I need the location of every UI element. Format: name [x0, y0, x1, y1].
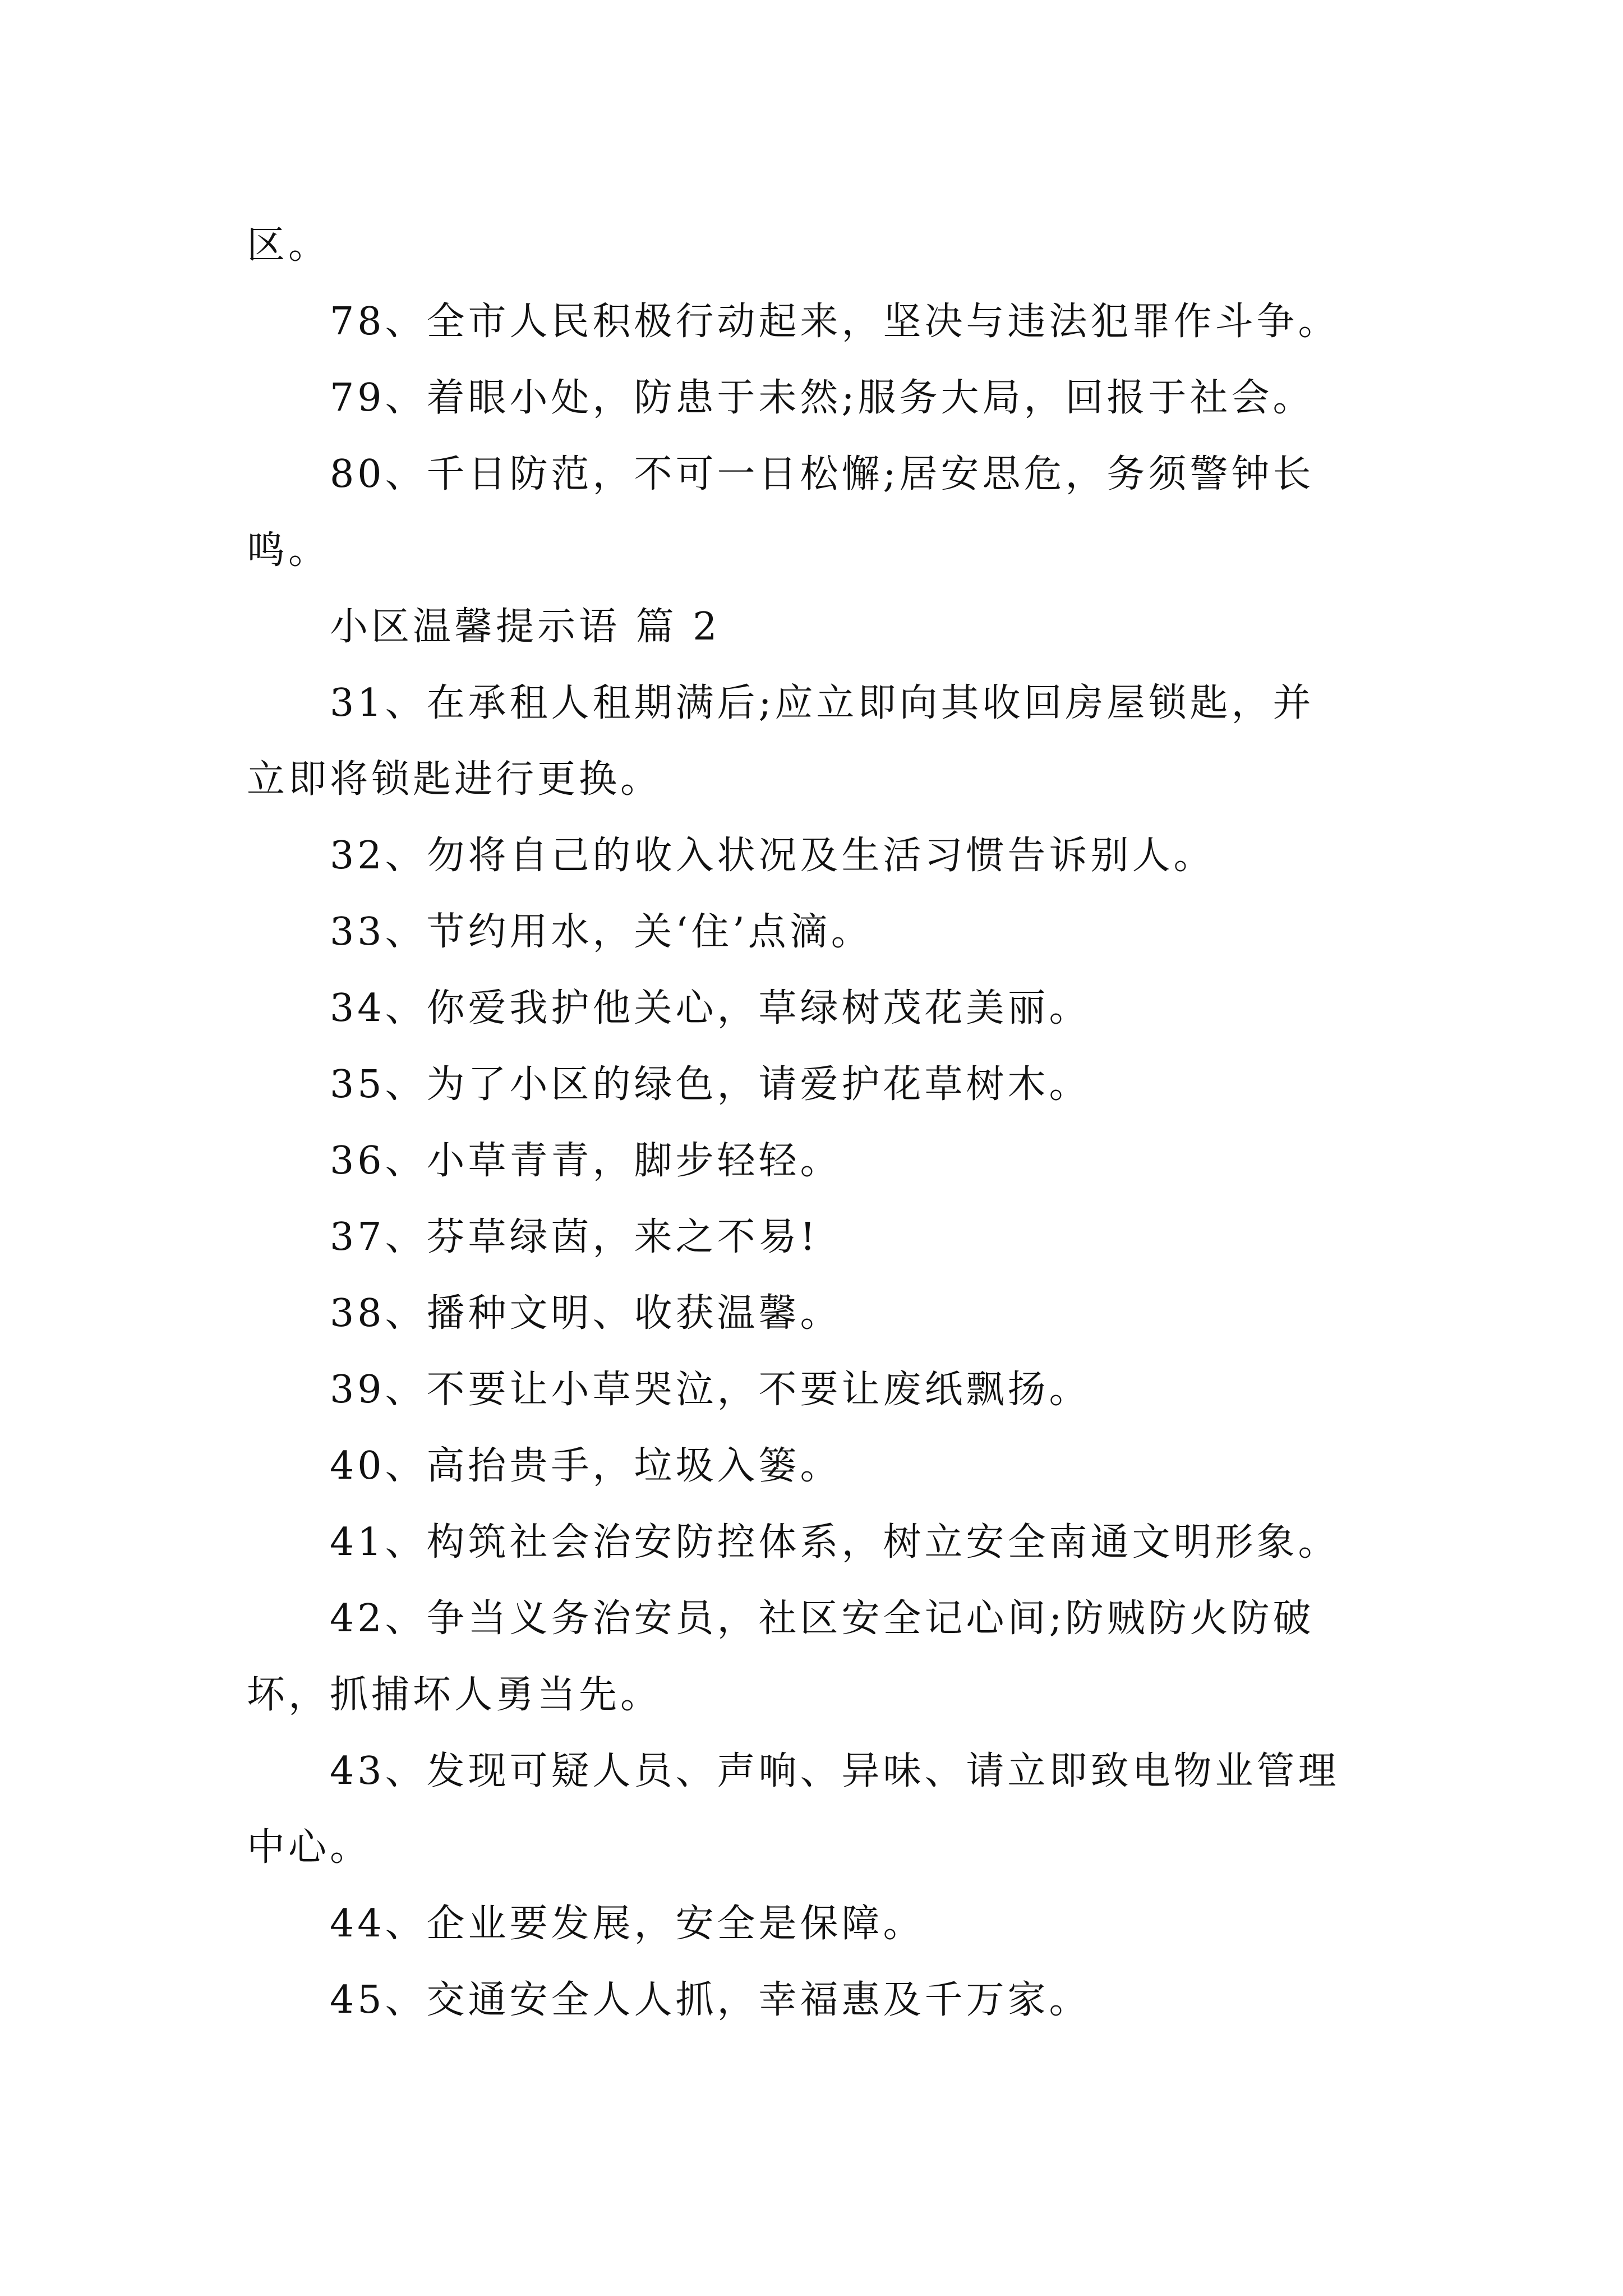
text-line: 41、构筑社会治安防控体系，树立安全南通文明形象。: [330, 1520, 1340, 1565]
text-line: 32、勿将自己的收入状况及生活习惯告诉别人。: [330, 834, 1215, 878]
text-line: 35、为了小区的绿色，请爱护花草树木。: [330, 1062, 1091, 1107]
text-line: 坏，抓捕坏人勇当先。: [247, 1673, 662, 1717]
text-line: 43、发现可疑人员、声响、异味、请立即致电物业管理: [330, 1749, 1340, 1793]
text-line: 37、芬草绿茵，来之不易!: [330, 1215, 819, 1259]
text-line: 中心。: [247, 1825, 372, 1870]
text-line: 区。: [247, 223, 330, 268]
text-line: 鸣。: [247, 528, 330, 573]
document-body: [247, 208, 1391, 2039]
text-line: 42、争当义务治安员，社区安全记心间;防贼防火防破: [330, 1596, 1315, 1641]
text-line: 78、全市人民积极行动起来，坚决与违法犯罪作斗争。: [330, 300, 1340, 344]
text-line: 44、企业要发展，安全是保障。: [330, 1902, 925, 1946]
text-line: 38、播种文明、收获温馨。: [330, 1291, 842, 1336]
text-line: 31、在承租人租期满后;应立即向其收回房屋锁匙，并: [330, 681, 1315, 725]
text-line: 39、不要让小草哭泣，不要让废纸飘扬。: [330, 1368, 1091, 1412]
section-heading: 小区温馨提示语 篇 2: [330, 605, 721, 649]
text-line: 36、小草青青，脚步轻轻。: [330, 1139, 842, 1183]
text-line: 33、节约用水，关‘住’点滴。: [330, 910, 873, 954]
text-line: 80、千日防范，不可一日松懈;居安思危，务须警钟长: [330, 452, 1315, 496]
text-line: 79、着眼小处，防患于未然;服务大局，回报于社会。: [330, 376, 1315, 420]
text-line: 立即将锁匙进行更换。: [247, 757, 662, 802]
text-line: 40、高抬贵手，垃圾入篓。: [330, 1444, 842, 1488]
text-line: 45、交通安全人人抓，幸福惠及千万家。: [330, 1978, 1091, 2022]
text-line: 34、你爱我护他关心，草绿树茂花美丽。: [330, 986, 1091, 1030]
